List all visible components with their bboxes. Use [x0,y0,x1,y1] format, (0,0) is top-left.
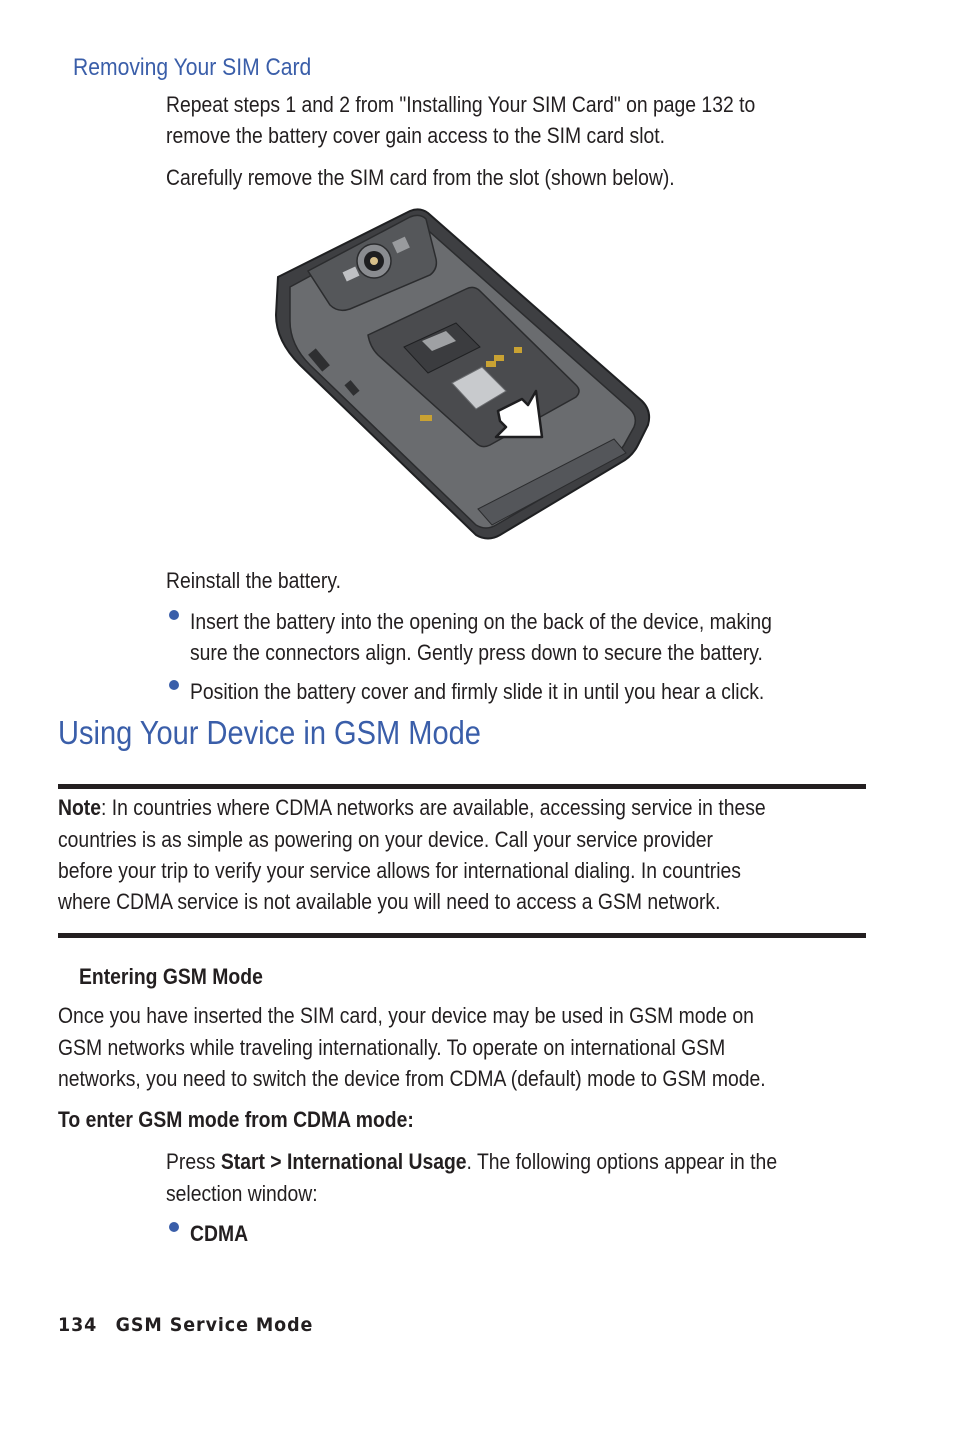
gsm-para-line2: GSM networks while traveling internationally. To operate on international GSM [58,1035,726,1060]
press-start: Start [220,1149,265,1174]
subheading-entering-gsm: Entering GSM Mode [79,964,263,989]
press-suffix: . The following options appear in the [466,1149,778,1174]
press-intl-usage: International Usage [286,1149,467,1174]
option-cdma: CDMA [190,1221,249,1246]
bullet2-line1: Position the battery cover and firmly slide it in until you hear a click. [190,679,765,704]
gsm-para-line3: networks, you need to switch the device from CDMA (default) mode to GSM mode. [58,1066,766,1091]
note-line4: where CDMA service is not available you will need to access a GSM network. [58,889,721,914]
press-prefix: Press [166,1149,221,1174]
step3-text: Reinstall the battery. [166,568,341,593]
bullet1-line1: Insert the battery into the opening on the back of the device, making [190,609,772,634]
gsm-para-line1: Once you have inserted the SIM card, your device may be used in GSM mode on [58,1003,754,1028]
bullet-icon [169,680,179,690]
step2-text: Carefully remove the SIM card from the slot (shown below). [166,165,675,190]
step1-line1: Repeat steps 1 and 2 from "Installing Your SIM Card" on page 132 to [166,92,756,117]
phone-sim-removal-illustration [270,205,655,545]
step1-line2: remove the battery cover gain access to the SIM card slot. [166,123,666,148]
note-line3: before your trip to verify your service allows for international dialing. In countries [58,858,741,883]
note-line1 [58,792,766,823]
note-line1-text: : In countries where CDMA networks are available, accessing service in these [101,795,766,820]
phone-illustration-svg [270,205,655,545]
note-bottom-rule [58,933,866,938]
section-subtitle-removing-sim: Removing Your SIM Card [73,54,312,81]
note-line2: countries is as simple as powering on your device. Call your service provider [58,827,713,852]
procedure-title: To enter GSM mode from CDMA mode: [58,1107,414,1132]
note-label: Note [58,795,101,820]
bullet1-line2: sure the connectors align. Gently press down to secure the battery. [190,640,763,665]
page-footer [58,1314,313,1336]
bullet-icon [169,1222,179,1232]
page-number: 134 [58,1314,98,1336]
press-line2: selection window: [166,1181,318,1206]
bullet-icon [169,610,179,620]
note-top-rule [58,784,866,789]
press-sep: > [264,1149,287,1174]
press-line1 [166,1146,777,1177]
footer-section-name: GSM Service Mode [115,1314,314,1336]
section-heading-gsm: Using Your Device in GSM Mode [58,714,481,751]
